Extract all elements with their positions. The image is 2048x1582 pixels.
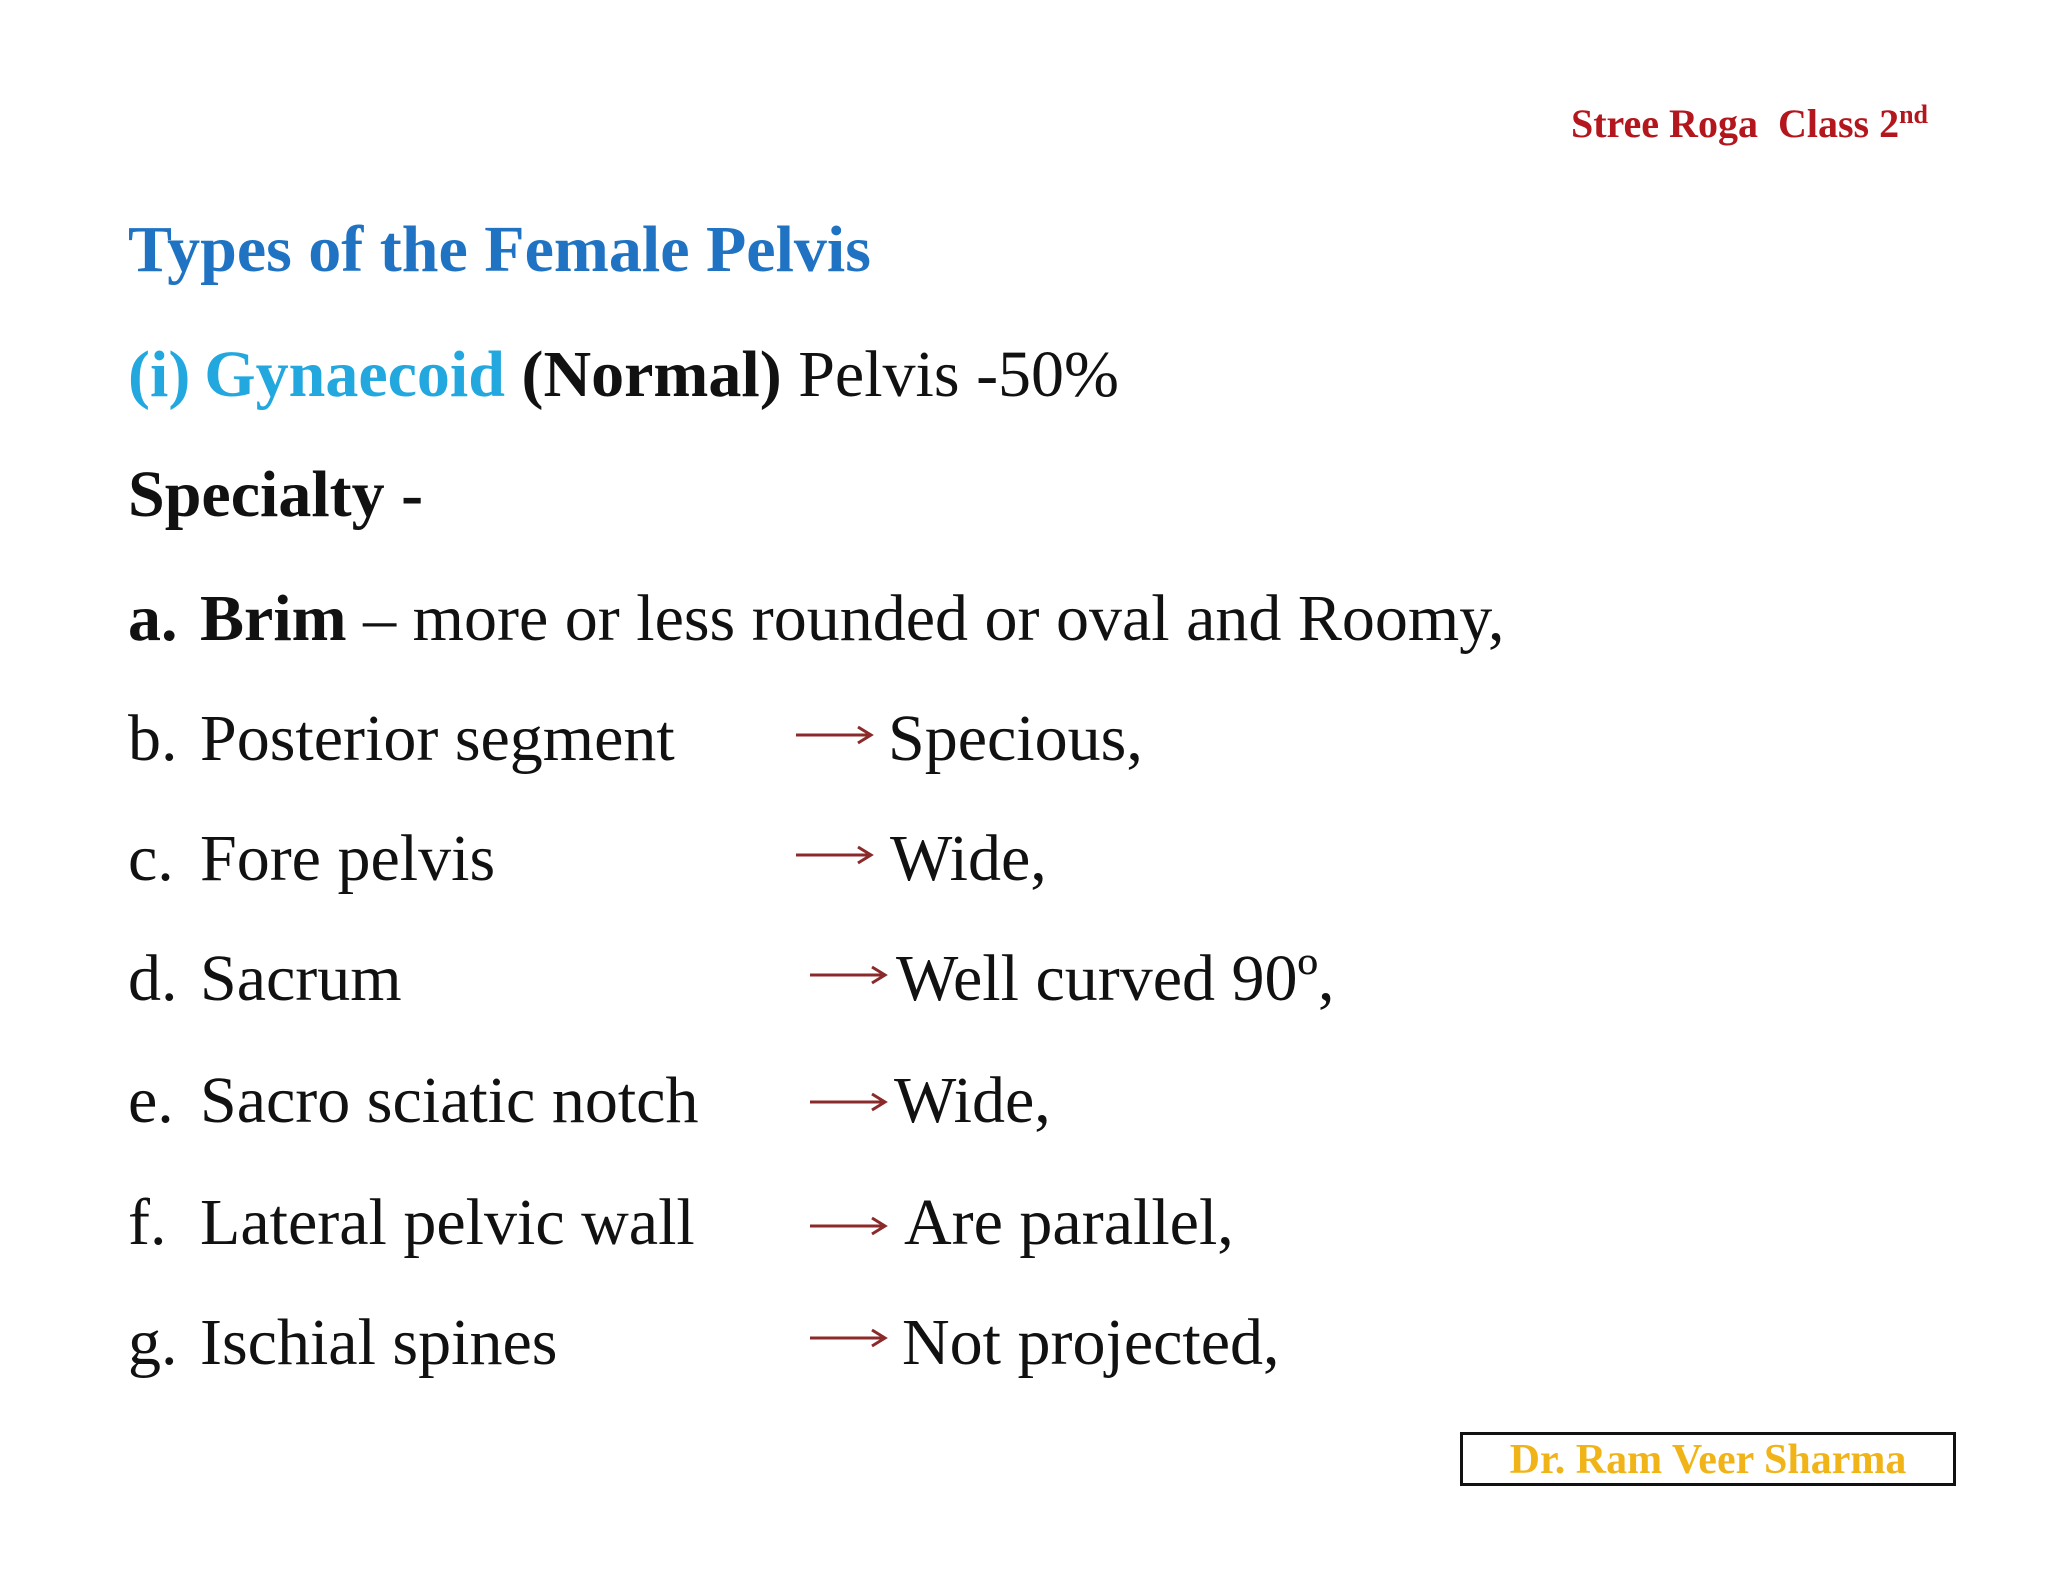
slide-title: Types of the Female Pelvis [128,213,871,286]
feature-term: Lateral pelvic wall [200,1186,695,1259]
right-arrow-icon [810,1326,888,1350]
feature-description: – more or less rounded or oval and Roomy, [363,582,1505,655]
course-ordinal-suffix: nd [1899,100,1928,129]
feature-brim [128,582,1505,655]
type-percentage: Pelvis -50% [798,338,1120,411]
feature-row [128,1186,695,1259]
author-signature: Dr. Ram Veer Sharma [1460,1432,1956,1486]
feature-term: Fore pelvis [200,822,496,895]
feature-row [128,1064,699,1137]
feature-row [128,702,675,775]
feature-value: Well curved 90º, [896,942,1335,1015]
pelvis-type-heading [128,338,1120,411]
right-arrow-icon [796,843,874,867]
feature-term: Sacro sciatic notch [200,1064,699,1137]
right-arrow-icon [810,1090,888,1114]
feature-value: Specious, [888,702,1143,775]
right-arrow-icon [810,1214,888,1238]
feature-row [128,1306,558,1379]
specialty-label: Specialty - [128,458,424,531]
feature-term: Brim [200,582,347,655]
course-header [1571,100,1928,147]
feature-term: Ischial spines [200,1306,558,1379]
feature-value: Wide, [890,822,1047,895]
course-label: Stree Roga Class 2 [1570,101,1900,146]
right-arrow-icon [796,723,874,747]
feature-letter: a. [128,582,178,655]
feature-value: Not projected, [902,1306,1280,1379]
type-name: Gynaecoid [204,338,505,411]
type-number: (i) [128,338,191,411]
feature-letter: b. [128,702,178,775]
feature-letter: f. [128,1186,167,1259]
feature-letter: c. [128,822,174,895]
feature-letter: e. [128,1064,174,1137]
feature-row [128,942,402,1015]
feature-value: Are parallel, [904,1186,1234,1259]
feature-letter: d. [128,942,178,1015]
right-arrow-icon [810,963,888,987]
feature-letter: g. [128,1306,178,1379]
feature-value: Wide, [894,1064,1051,1137]
feature-term: Posterior segment [200,702,675,775]
type-qualifier: (Normal) [521,338,782,411]
feature-row [128,822,496,895]
feature-term: Sacrum [200,942,402,1015]
